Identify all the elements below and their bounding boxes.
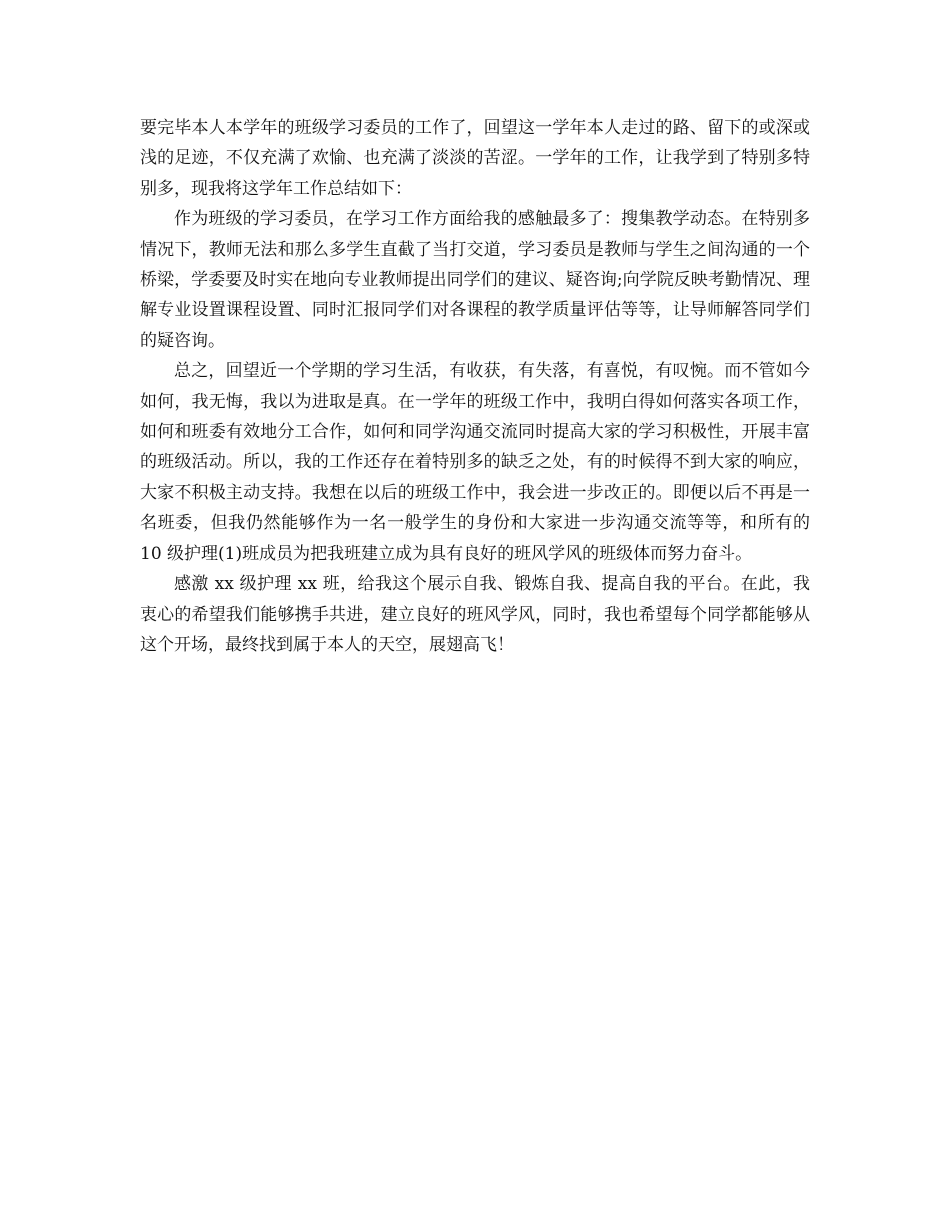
paragraph-3: 总之，回望近一个学期的学习生活，有收获，有失落，有喜悦，有叹惋。而不管如今如何，我无悔，我以为进取是真。在一学年的班级工作中，我明白得如何落实各项工作，如何和班委有效地分工合作，如何和同学沟通交流同时提高大家的学习积极性，开展丰富的班级活动。所以，我的工作还存在着特别多的缺乏之处，有的时候得不到大家的响应，大家不积极主动支持。我想在以后的班级工作中，我会进一步改正的。即便以后不再是一名班委，但我仍然能够作为一名一般学生的身份和大家进一步沟通交流等等，和所有的 10 级护理(1)班成员为把我班建立成为具有良好的班风学风的班级体而努力奋斗。 bbox=[140, 361, 810, 564]
paragraph-4: 感激 xx 级护理 xx 班，给我这个展示自我、锻炼自我、提高自我的平台。在此，我衷心的希望我们能够携手共进，建立良好的班风学风，同时，我也希望每个同学都能够从这个开场，最终找到属于本人的天空，展翅高飞！ bbox=[140, 574, 810, 655]
document-body bbox=[140, 113, 810, 660]
paragraph-1: 要完毕本人本学年的班级学习委员的工作了，回望这一学年本人走过的路、留下的或深或浅的足迹，不仅充满了欢愉、也充满了淡淡的苦涩。一学年的工作，让我学到了特别多特别多，现我将这学年工作总结如下： bbox=[140, 118, 810, 199]
paragraph-2: 作为班级的学习委员，在学习工作方面给我的感触最多了：搜集教学动态。在特别多情况下，教师无法和那么多学生直截了当打交道，学习委员是教师与学生之间沟通的一个桥梁，学委要及时实在地向专业教师提出同学们的建议、疑咨询;向学院反映考勤情况、理解专业设置课程设置、同时汇报同学们对各课程的教学质量评估等等，让导师解答同学们的疑咨询。 bbox=[140, 209, 810, 351]
